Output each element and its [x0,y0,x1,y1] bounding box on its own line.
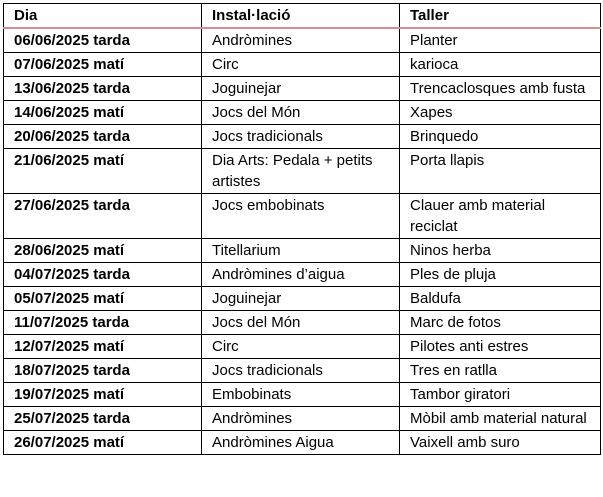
cell-installacio: Embobinats [202,383,400,407]
cell-taller: Brinquedo [400,125,601,149]
table-row [4,263,601,287]
table-row [4,101,601,125]
header-installacio: Instal·lació [202,4,400,29]
header-row [4,4,601,29]
table-body [4,28,601,455]
table-row [4,194,601,239]
cell-taller: Marc de fotos [400,311,601,335]
cell-dia: 13/06/2025 tarda [4,77,202,101]
table-row [4,125,601,149]
cell-dia: 06/06/2025 tarda [4,28,202,53]
cell-installacio: Andròmines [202,407,400,431]
cell-taller: Pilotes anti estres [400,335,601,359]
cell-taller: Porta llapis [400,149,601,194]
cell-dia: 04/07/2025 tarda [4,263,202,287]
table-row [4,53,601,77]
cell-dia: 19/07/2025 matí [4,383,202,407]
cell-installacio: Dia Arts: Pedala + petits artistes [202,149,400,194]
cell-dia: 20/06/2025 tarda [4,125,202,149]
cell-dia: 28/06/2025 matí [4,239,202,263]
cell-dia: 05/07/2025 matí [4,287,202,311]
cell-dia: 21/06/2025 matí [4,149,202,194]
table-row [4,431,601,455]
cell-installacio: Circ [202,53,400,77]
table-row [4,77,601,101]
schedule-table [3,3,601,455]
cell-taller: Tambor giratori [400,383,601,407]
cell-dia: 12/07/2025 matí [4,335,202,359]
cell-installacio: Jocs tradicionals [202,125,400,149]
cell-dia: 26/07/2025 matí [4,431,202,455]
cell-installacio: Joguinejar [202,77,400,101]
cell-dia: 18/07/2025 tarda [4,359,202,383]
cell-dia: 25/07/2025 tarda [4,407,202,431]
cell-installacio: Jocs embobinats [202,194,400,239]
cell-taller: Baldufa [400,287,601,311]
cell-taller: Clauer amb material reciclat [400,194,601,239]
table-row [4,359,601,383]
cell-installacio: Jocs tradicionals [202,359,400,383]
table-row [4,311,601,335]
cell-taller: Ninos herba [400,239,601,263]
cell-installacio: Jocs del Món [202,311,400,335]
table-row [4,28,601,53]
table-row [4,287,601,311]
header-dia: Dia [4,4,202,29]
cell-taller: Xapes [400,101,601,125]
cell-taller: Ples de pluja [400,263,601,287]
schedule-document [3,3,600,455]
table-row [4,383,601,407]
cell-taller: Mòbil amb material natural [400,407,601,431]
cell-dia: 27/06/2025 tarda [4,194,202,239]
table-row [4,335,601,359]
cell-taller: Planter [400,28,601,53]
cell-installacio: Jocs del Món [202,101,400,125]
cell-installacio: Andròmines d’aigua [202,263,400,287]
header-taller: Taller [400,4,601,29]
cell-installacio: Joguinejar [202,287,400,311]
cell-dia: 11/07/2025 tarda [4,311,202,335]
table-header [4,4,601,29]
cell-dia: 07/06/2025 matí [4,53,202,77]
cell-taller: Trencaclosques amb fusta [400,77,601,101]
cell-dia: 14/06/2025 matí [4,101,202,125]
cell-taller: Vaixell amb suro [400,431,601,455]
cell-taller: Tres en ratlla [400,359,601,383]
table-row [4,239,601,263]
table-row [4,407,601,431]
cell-installacio: Andròmines Aigua [202,431,400,455]
cell-installacio: Circ [202,335,400,359]
cell-taller: karioca [400,53,601,77]
cell-installacio: Andròmines [202,28,400,53]
cell-installacio: Titellarium [202,239,400,263]
table-row [4,149,601,194]
